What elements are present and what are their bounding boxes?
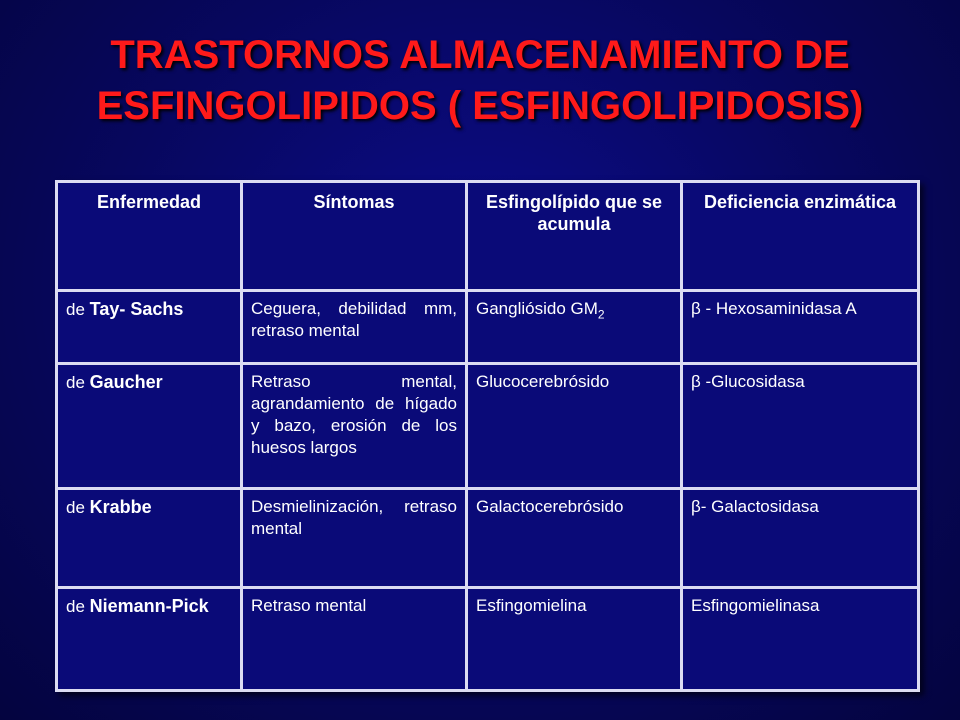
lipid-cell: Galactocerebrósido xyxy=(467,489,682,588)
symptoms-cell: Retraso mental xyxy=(242,588,467,691)
disease-cell xyxy=(57,588,242,691)
disease-name: Niemann-Pick xyxy=(89,596,209,616)
header-sintomas: Síntomas xyxy=(242,182,467,291)
lipid-cell xyxy=(467,291,682,364)
slide-title-line-1: TRASTORNOS ALMACENAMIENTO DE xyxy=(110,33,850,77)
lipid-name: Gangliósido GM xyxy=(476,299,598,318)
symptoms-cell: Retraso mental, agrandamiento de hígado y bazo, erosión de los huesos largos xyxy=(242,364,467,489)
disease-name: Krabbe xyxy=(89,497,152,517)
enzyme-cell: β - Hexosaminidasa A xyxy=(682,291,919,364)
disease-cell xyxy=(57,489,242,588)
header-enfermedad: Enfermedad xyxy=(57,182,242,291)
enzyme-cell: β- Galactosidasa xyxy=(682,489,919,588)
lipid-cell: Esfingomielina xyxy=(467,588,682,691)
disease-prefix: de xyxy=(66,300,85,319)
disease-name: Tay- Sachs xyxy=(89,299,184,319)
disease-prefix: de xyxy=(66,597,85,616)
symptoms-cell: Ceguera, debilidad mm, retraso mental xyxy=(242,291,467,364)
disease-table xyxy=(55,180,920,692)
header-deficiencia: Deficiencia enzimática xyxy=(682,182,919,291)
table-row xyxy=(57,588,919,691)
table-row xyxy=(57,489,919,588)
enzyme-cell: Esfingomielinasa xyxy=(682,588,919,691)
slide-title xyxy=(0,30,960,132)
lipid-subscript: 2 xyxy=(597,307,605,322)
enzyme-cell: β -Glucosidasa xyxy=(682,364,919,489)
disease-prefix: de xyxy=(66,498,85,517)
symptoms-cell: Desmielinización, retraso mental xyxy=(242,489,467,588)
table-row xyxy=(57,291,919,364)
disease-table-container xyxy=(55,180,917,692)
header-esfingolipido: Esfingolípido que se acumula xyxy=(467,182,682,291)
slide-title-line-2: ESFINGOLIPIDOS ( ESFINGOLIPIDOSIS) xyxy=(96,84,864,128)
disease-name: Gaucher xyxy=(89,372,163,392)
table-row xyxy=(57,364,919,489)
disease-prefix: de xyxy=(66,373,85,392)
disease-cell xyxy=(57,364,242,489)
lipid-cell: Glucocerebrósido xyxy=(467,364,682,489)
table-header-row xyxy=(57,182,919,291)
disease-cell xyxy=(57,291,242,364)
